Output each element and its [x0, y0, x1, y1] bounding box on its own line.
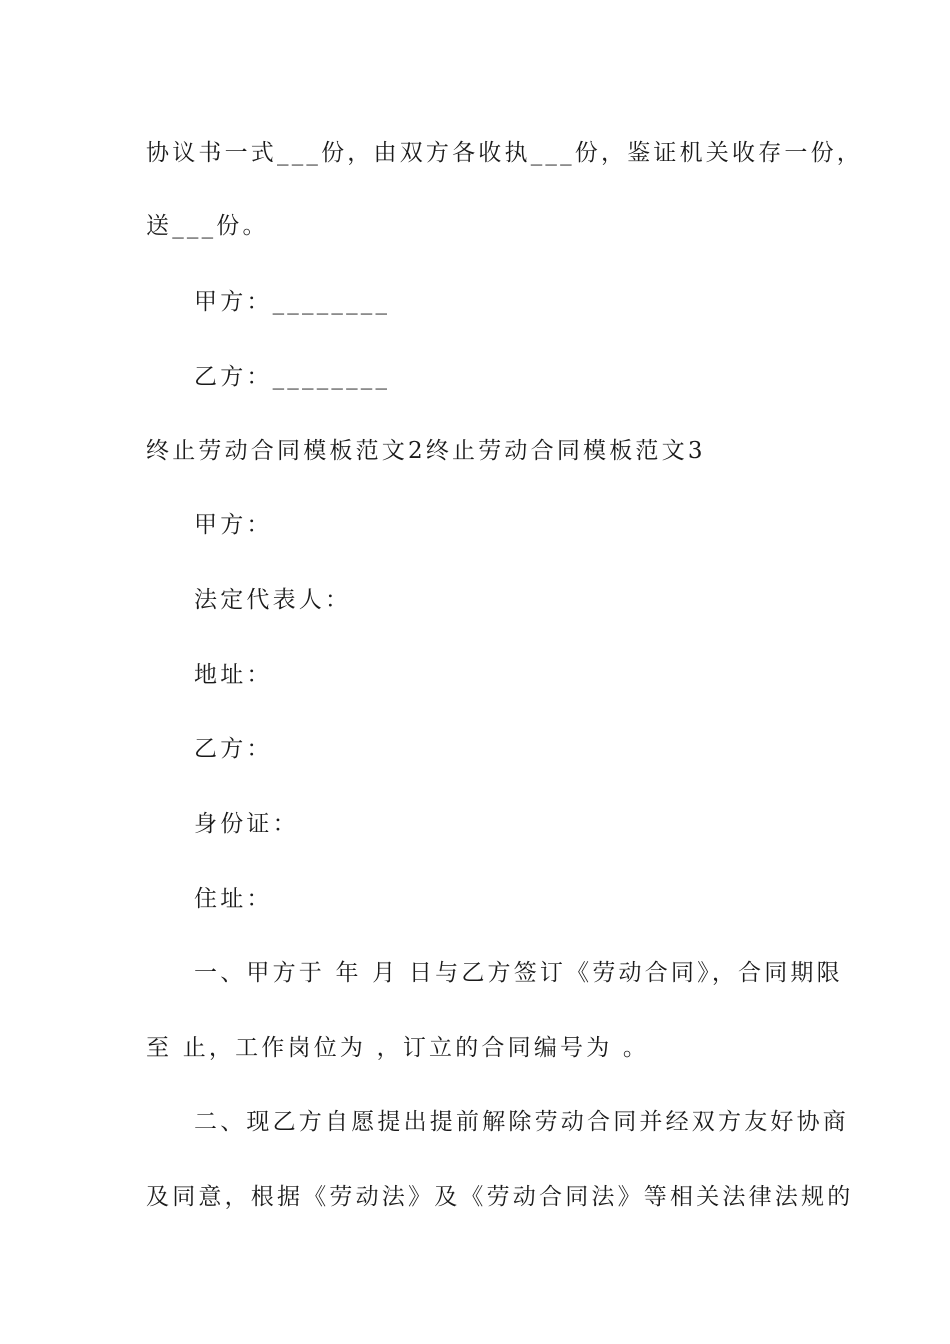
- address-label: 地址：: [194, 662, 273, 688]
- party-a-signature-line: 甲方：________: [194, 289, 391, 315]
- clause-two-line-2: 及同意，根据《劳动法》及《劳动合同法》等相关法律法规的: [146, 1184, 854, 1210]
- party-a-label: 甲方：: [194, 512, 273, 538]
- legal-representative-label: 法定代表人：: [194, 587, 352, 613]
- clause-two-line-1: 二、现乙方自愿提出提前解除劳动合同并经双方友好协商: [194, 1109, 849, 1135]
- clause-one-line-2: 至 止，工作岗位为 ，订立的合同编号为 。: [146, 1035, 650, 1061]
- party-b-label: 乙方：: [194, 736, 273, 762]
- paragraph-copies-line-continued: 送___份。: [146, 213, 269, 239]
- paragraph-copies-line: 协议书一式___份，由双方各收执___份，鉴证机关收存一份，: [146, 140, 863, 166]
- residence-label: 住址：: [194, 886, 273, 912]
- party-b-signature-line: 乙方：________: [194, 364, 391, 390]
- clause-one-line-1: 一、甲方于 年 月 日与乙方签订《劳动合同》，合同期限: [194, 960, 843, 986]
- id-card-label: 身份证：: [194, 811, 299, 837]
- template-heading: 终止劳动合同模板范文2终止劳动合同模板范文3: [146, 438, 706, 464]
